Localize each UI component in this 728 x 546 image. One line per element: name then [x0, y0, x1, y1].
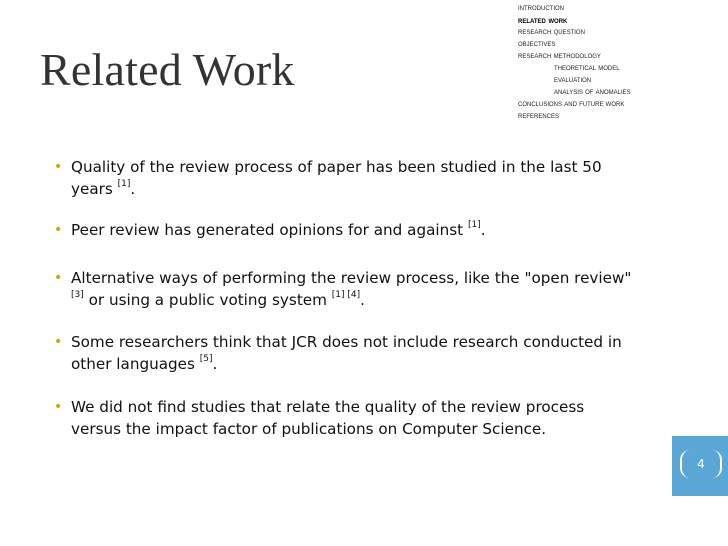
- bullet-text: Quality of the review process of paper has been studied in the last 50 years: [71, 158, 602, 198]
- bullet-text: We did not find studies that relate the quality of the review process versus the impact factor of publications on Computer Science.: [71, 398, 585, 438]
- bullet-suffix: .: [360, 291, 365, 309]
- bullet-item: [54, 219, 634, 241]
- outline-item-conclusions: conclusions and future work: [518, 99, 625, 108]
- outline-item-research-methodology: research methodology: [518, 51, 601, 60]
- outline-item-introduction: introduction: [518, 3, 564, 12]
- page-number: 4: [697, 457, 705, 471]
- outline-item-analysis-of-anomalies: analysis of anomalies: [554, 87, 631, 96]
- citation-ref: [1] [4]: [331, 289, 361, 300]
- citation-ref: [1]: [467, 219, 481, 230]
- citation-ref: [5]: [199, 353, 213, 364]
- citation-ref: [3]: [71, 289, 84, 300]
- bullet-text: Alternative ways of performing the review process, like the "open review": [71, 269, 632, 287]
- bullet-item: [54, 267, 634, 311]
- bullet-item: [54, 156, 634, 200]
- outline-item-evaluation: evaluation: [554, 75, 592, 84]
- bullet-suffix: .: [212, 355, 218, 373]
- bullet-icon: •: [54, 334, 63, 350]
- bullet-item: [54, 331, 634, 375]
- outline-item-theoretical-model: theoretical model: [554, 63, 620, 72]
- bullet-text: Some researchers think that JCR does not include research conducted in other languages: [71, 333, 622, 373]
- page-number-frame: [680, 450, 722, 478]
- bullet-text-middle: or using a public voting system: [83, 291, 332, 309]
- page-number-badge: [672, 436, 728, 496]
- bullet-suffix: .: [480, 221, 486, 239]
- outline-item-research-question: research question: [518, 27, 585, 36]
- bullet-icon: •: [54, 159, 63, 175]
- bullet-text: Peer review has generated opinions for and against: [71, 221, 468, 239]
- section-outline: [518, 2, 718, 122]
- bullet-icon: •: [54, 270, 63, 286]
- slide-title: Related Work: [40, 44, 295, 95]
- bullet-icon: •: [54, 222, 63, 238]
- bullet-item: [54, 396, 634, 440]
- bullet-icon: •: [54, 399, 63, 415]
- outline-item-related-work: related work: [518, 15, 568, 25]
- bullet-list: [54, 156, 634, 461]
- outline-item-objectives: objectives: [518, 39, 556, 48]
- citation-ref: [1]: [117, 178, 131, 189]
- outline-item-references: references: [518, 111, 560, 120]
- bullet-suffix: .: [130, 180, 136, 198]
